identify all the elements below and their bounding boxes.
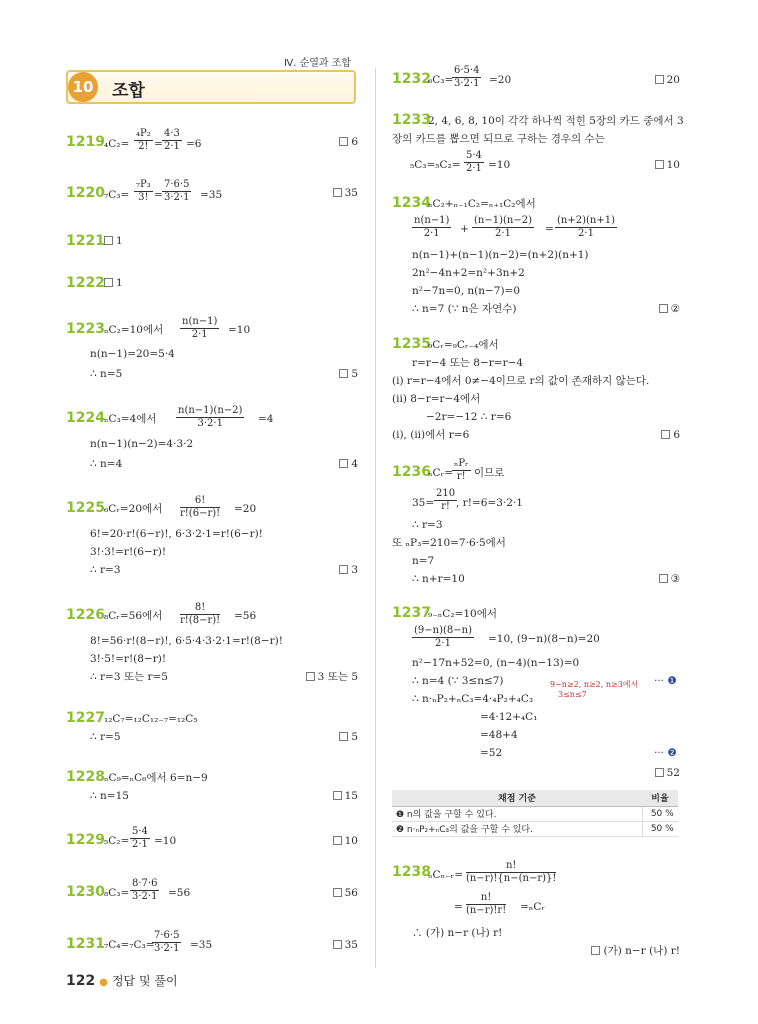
solution-text: ∴ (가) n−r (나) r! xyxy=(412,927,503,939)
answer-value: 35 xyxy=(344,939,358,951)
fraction xyxy=(162,179,191,204)
problem-number: 1221 xyxy=(66,233,105,249)
answer-value: 6 xyxy=(673,429,680,441)
answer xyxy=(661,428,680,442)
answer-icon xyxy=(339,369,348,378)
answer-icon xyxy=(655,75,664,84)
solution-text: ₅C₂= xyxy=(104,835,130,847)
answer-value: 10 xyxy=(344,835,358,847)
solution-text: ₅C₃=₅C₂= xyxy=(410,159,461,171)
fraction xyxy=(162,128,182,153)
solution-text: =10 xyxy=(154,835,177,847)
denominator: r! xyxy=(441,501,450,512)
answer-icon xyxy=(104,278,113,287)
answer-icon xyxy=(339,137,348,146)
problem-number: 1234 xyxy=(392,195,431,211)
solution-text: n(n−1)(n−2)=4·3·2 xyxy=(90,438,194,450)
equals: = xyxy=(154,138,163,150)
answer xyxy=(333,186,358,200)
solution-text: (i) r=r−4에서 0≠−4이므로 r의 값이 존재하지 않는다. xyxy=(392,375,650,387)
denominator: 3·2·1 xyxy=(454,78,480,89)
answer-value: 3 또는 5 xyxy=(317,671,358,683)
solution-text: ₉Cᵣ=₉Cᵣ₋₄에서 xyxy=(428,339,499,351)
solution-text: =20 xyxy=(489,74,512,86)
fraction xyxy=(130,878,159,903)
numerator: (n−1)(n−2) xyxy=(474,215,532,226)
answer-icon xyxy=(655,768,664,777)
denominator: r!(8−r)! xyxy=(180,615,221,626)
solution-text: ∴ r=3 xyxy=(90,564,121,576)
numerator: 8·7·6 xyxy=(132,878,158,889)
solution-text: 3!·3!=r!(6−r)! xyxy=(90,546,167,558)
solution-text: 장의 카드를 뽑으면 되므로 구하는 경우의 수는 xyxy=(392,133,605,145)
denominator: 2·1 xyxy=(423,228,440,239)
answer xyxy=(339,457,358,471)
solution-text: ∴ r=3 xyxy=(412,519,443,531)
section-title-box xyxy=(66,70,356,104)
problem-number: 1222 xyxy=(66,275,105,291)
problem-number: 1224 xyxy=(66,410,105,426)
fraction xyxy=(472,215,534,240)
table-cell: ❶ n의 값을 구할 수 있다. xyxy=(392,806,642,821)
solution-text: ₙC₂=10에서 xyxy=(104,324,164,336)
solution-text: =56 xyxy=(234,610,257,622)
solution-text: = xyxy=(454,901,463,913)
answer-value: 52 xyxy=(666,767,680,779)
answer-icon xyxy=(333,888,342,897)
answer-value: 15 xyxy=(344,790,358,802)
answer xyxy=(339,135,358,149)
numerator: 6·5·4 xyxy=(454,65,480,76)
problem-number: 1233 xyxy=(392,112,431,128)
answer-value: 1 xyxy=(116,235,123,247)
solution-text: ₈C₃= xyxy=(104,887,130,899)
answer xyxy=(333,886,358,900)
problem-number: 1226 xyxy=(66,607,105,623)
numerator: n! xyxy=(466,860,556,873)
solution-text: =48+4 xyxy=(480,729,518,741)
fraction xyxy=(466,892,506,917)
solution-text: 8!=56·r!(8−r)!, 6·5·4·3·2·1=r!(8−r)! xyxy=(90,635,283,647)
problem-number: 1219 xyxy=(66,134,105,150)
solution-text: 3!·5!=r!(8−r)! xyxy=(90,653,167,665)
solution-text: ∴ r=5 xyxy=(90,731,121,743)
solution-text: n²−7n=0, n(n−7)=0 xyxy=(412,285,521,297)
answer xyxy=(306,670,358,684)
solution-text: 2n²−4n+2=n²+3n+2 xyxy=(412,267,525,279)
table-cell: 50 % xyxy=(642,821,678,836)
denominator: 2·1 xyxy=(466,163,482,174)
solution-text: −2r=−12 ∴ r=6 xyxy=(426,411,512,423)
table-header: 비율 xyxy=(642,790,678,806)
denominator: 2·1 xyxy=(578,228,594,239)
numerator: n(n−1) xyxy=(182,316,218,327)
denominator: 2·1 xyxy=(164,141,180,152)
fraction xyxy=(466,860,556,885)
answer-value: 20 xyxy=(666,74,680,86)
fraction xyxy=(134,128,153,153)
fraction xyxy=(152,930,181,955)
numerator: 5·4 xyxy=(466,150,482,161)
fraction xyxy=(412,625,474,650)
solution-text: =56 xyxy=(168,887,191,899)
answer-value: ② xyxy=(670,303,680,315)
fraction xyxy=(180,495,220,520)
answer-value: (가) n−r (나) r! xyxy=(603,945,680,957)
problem-number: 1237 xyxy=(392,605,431,621)
denominator: 2·1 xyxy=(191,329,208,340)
denominator: 3·2·1 xyxy=(132,891,158,902)
solution-text: ₙCᵣ= xyxy=(428,467,454,479)
problem-number: 1232 xyxy=(392,71,431,87)
problem-number: 1230 xyxy=(66,884,105,900)
answer-icon xyxy=(104,236,113,245)
solution-text: n(n−1)=20=5·4 xyxy=(90,348,175,360)
solution-text: =ₙCᵣ xyxy=(520,901,546,913)
problem-number: 1228 xyxy=(66,769,105,785)
fraction xyxy=(412,215,451,240)
denominator: 2·1 xyxy=(132,839,148,850)
numerator: 210 xyxy=(436,488,456,499)
denominator: 3·2·1 xyxy=(164,192,190,203)
answer xyxy=(104,234,123,248)
fraction xyxy=(176,405,244,430)
denominator: 2·1 xyxy=(435,638,451,649)
solution-text: 또 ₙP₃=210=7·6·5에서 xyxy=(392,537,506,549)
denominator: 2! xyxy=(138,141,149,152)
section-number-badge: 10 xyxy=(68,72,98,102)
answer xyxy=(333,789,358,803)
fraction xyxy=(434,488,457,513)
answer-icon xyxy=(339,565,348,574)
answer-value: 4 xyxy=(351,458,358,470)
page-number: 122 xyxy=(66,973,96,989)
problem-number: 1220 xyxy=(66,185,105,201)
problem-number: 1235 xyxy=(392,336,431,352)
solution-text: ₙC₃=4에서 xyxy=(104,413,157,425)
table-row xyxy=(392,821,678,836)
solution-text: r=r−4 또는 8−r=r−4 xyxy=(412,357,524,369)
solution-text: ₁₂C₇=₁₂C₁₂₋₇=₁₂C₅ xyxy=(104,713,198,725)
page-footer xyxy=(66,972,178,989)
plus: + xyxy=(460,223,469,235)
numerator: n(n−1)(n−2) xyxy=(178,405,243,416)
column-divider xyxy=(375,68,376,968)
problem-number: 1227 xyxy=(66,710,105,726)
problem-number: 1229 xyxy=(66,832,105,848)
answer-icon xyxy=(333,791,342,800)
answer-icon xyxy=(333,940,342,949)
answer xyxy=(339,730,358,744)
solution-text: ∴ n=4 (∵ 3≤n≤7) xyxy=(412,675,504,687)
answer-value: 3 xyxy=(351,564,358,576)
solution-text: ∴ n=4 xyxy=(90,458,123,470)
margin-note: 9−n≥2, n≥2, n≥3에서 xyxy=(550,680,639,689)
answer-value: 5 xyxy=(351,368,358,380)
solution-text: n=7 xyxy=(412,555,435,567)
answer xyxy=(333,938,358,952)
solution-text: =20 xyxy=(234,503,257,515)
answer xyxy=(659,572,680,586)
solution-text: ₙC₉=ₙC₆에서 6=n−9 xyxy=(104,772,208,784)
denominator: 3·2·1 xyxy=(154,943,180,954)
numerator: n(n−1) xyxy=(414,215,450,226)
fraction xyxy=(130,826,150,851)
numerator: ₙPᵣ xyxy=(454,458,469,469)
fraction xyxy=(452,65,481,90)
solution-text: =10 xyxy=(228,324,251,336)
solution-text: 이므로 xyxy=(474,467,505,479)
problem-number: 1238 xyxy=(392,864,431,880)
denominator: r!(6−r)! xyxy=(180,508,221,519)
numerator: ₄P₂ xyxy=(136,128,151,139)
solution-text: ∴ n+r=10 xyxy=(412,573,465,585)
fraction xyxy=(134,179,153,204)
solution-text: n(n−1)+(n−1)(n−2)=(n+2)(n+1) xyxy=(412,249,589,261)
solution-text: ₄C₂= xyxy=(104,138,130,150)
solution-text: =4 xyxy=(258,413,274,425)
fraction xyxy=(555,215,617,240)
solution-text: ∴ n·ₙP₂+ₙC₃=4·₄P₂+₄C₃ xyxy=(412,693,534,705)
problem-number: 1225 xyxy=(66,500,105,516)
answer xyxy=(655,73,680,87)
answer xyxy=(659,302,680,316)
solution-text: 6!=20·r!(6−r)!, 6·3·2·1=r!(6−r)! xyxy=(90,528,263,540)
solution-text: (ii) 8−r=r−4에서 xyxy=(392,393,481,405)
answer-icon xyxy=(333,836,342,845)
footer-label: 정답 및 풀이 xyxy=(111,974,178,988)
margin-note: 3≤n≤7 xyxy=(558,690,587,699)
table-cell: 50 % xyxy=(642,806,678,821)
answer-value: 35 xyxy=(344,187,358,199)
table-header-row xyxy=(392,790,678,806)
answer xyxy=(104,276,123,290)
fraction xyxy=(452,458,471,483)
solution-text: =35 xyxy=(200,189,223,201)
answer xyxy=(655,766,680,780)
solution-text: =6 xyxy=(186,138,202,150)
fraction xyxy=(464,150,484,175)
denominator: (n−r)!r! xyxy=(466,905,507,916)
numerator: (n+2)(n+1) xyxy=(557,215,615,226)
answer-icon xyxy=(655,160,664,169)
equals: = xyxy=(154,189,163,201)
section-title: 조합 xyxy=(112,81,145,101)
fraction xyxy=(180,602,220,627)
answer-icon xyxy=(661,430,670,439)
answer-icon xyxy=(339,459,348,468)
solution-text: =35 xyxy=(190,939,213,951)
denominator: 3! xyxy=(138,192,149,203)
answer xyxy=(339,563,358,577)
numerator: 8! xyxy=(180,602,220,615)
numerator: n! xyxy=(466,892,506,905)
answer-icon xyxy=(659,574,668,583)
answer-value: ③ xyxy=(670,573,680,585)
numerator: 7·6·5 xyxy=(164,179,190,190)
answer-value: 6 xyxy=(351,136,358,148)
solution-text: =10 xyxy=(488,159,511,171)
solution-text: =10, (9−n)(8−n)=20 xyxy=(488,633,600,645)
equals: = xyxy=(545,223,554,235)
problem-number: 1231 xyxy=(66,936,105,952)
solution-text: ₆Cᵣ=20에서 xyxy=(104,503,163,515)
solution-text: =52 xyxy=(480,747,503,759)
solution-text: n²−17n+52=0, (n−4)(n−13)=0 xyxy=(412,657,580,669)
solution-text: 35= xyxy=(412,497,435,509)
answer-icon xyxy=(591,946,600,955)
answer-icon xyxy=(339,732,348,741)
answer-icon xyxy=(333,188,342,197)
solution-text: , r!=6=3·2·1 xyxy=(456,497,523,509)
problem-number: 1223 xyxy=(66,321,105,337)
answer-value: 1 xyxy=(116,277,123,289)
solution-text: ₙCₙ₋ᵣ= xyxy=(428,869,464,881)
denominator: r! xyxy=(456,471,466,482)
solution-text: ₈Cᵣ=56에서 xyxy=(104,610,163,622)
denominator: (n−r)!{n−(n−r)}! xyxy=(466,873,557,884)
denominator: 2·1 xyxy=(495,228,511,239)
numerator: ₇P₃ xyxy=(136,179,151,190)
numerator: 6! xyxy=(180,495,220,508)
table-header: 채점 기준 xyxy=(392,790,642,806)
solution-text: ₙC₂+ₙ₋₁C₂=ₙ₊₁C₂에서 xyxy=(428,198,536,210)
solution-text: (i), (ii)에서 r=6 xyxy=(392,429,470,441)
denominator: 3·2·1 xyxy=(197,418,223,429)
problem-number: 1236 xyxy=(392,464,431,480)
solution-text: ₆C₃= xyxy=(428,74,454,86)
solution-text: ₇C₄=₇C₃= xyxy=(104,939,155,951)
solution-text: ₇C₃= xyxy=(104,189,130,201)
solution-text: ∴ n=15 xyxy=(90,790,129,802)
solution-text: ∴ n=7 (∵ n은 자연수) xyxy=(412,303,517,315)
step-marker: ··· ❷ xyxy=(654,747,677,759)
answer-icon xyxy=(659,304,668,313)
answer-value: 5 xyxy=(351,731,358,743)
grading-table xyxy=(392,790,678,837)
answer-icon xyxy=(306,672,315,681)
answer xyxy=(339,367,358,381)
step-marker: ··· ❶ xyxy=(654,675,677,687)
table-cell: ❷ n·ₙP₂+ₙC₃의 값을 구할 수 있다. xyxy=(392,821,642,836)
solution-text: =4·12+₄C₁ xyxy=(480,711,538,723)
chapter-header: Ⅳ. 순열과 조합 xyxy=(284,58,352,69)
answer xyxy=(333,834,358,848)
answer xyxy=(591,944,680,958)
numerator: 4·3 xyxy=(164,128,180,139)
answer-value: 10 xyxy=(666,159,680,171)
solution-text: ∴ r=3 또는 r=5 xyxy=(90,671,168,683)
star-icon: ● xyxy=(99,977,108,988)
fraction xyxy=(180,316,219,341)
solution-text: ₉₋ₙC₂=10에서 xyxy=(428,608,497,620)
answer xyxy=(655,158,680,172)
numerator: 7·6·5 xyxy=(154,930,180,941)
solution-text: ∴ n=5 xyxy=(90,368,123,380)
answer-value: 56 xyxy=(344,887,358,899)
numerator: 5·4 xyxy=(132,826,148,837)
numerator: (9−n)(8−n) xyxy=(414,625,472,636)
solution-text: 2, 4, 6, 8, 10이 각각 하나씩 적힌 5장의 카드 중에서 3 xyxy=(428,115,684,127)
table-row xyxy=(392,806,678,821)
